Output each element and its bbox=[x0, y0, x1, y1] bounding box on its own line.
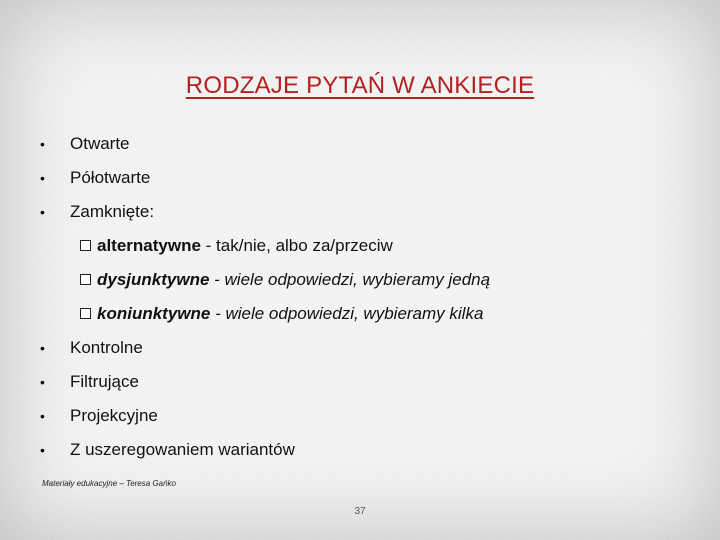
page-number: 37 bbox=[354, 506, 366, 517]
subitem-text bbox=[97, 268, 490, 292]
subitem-term: alternatywne bbox=[97, 236, 201, 255]
bullet-label: Filtrujące bbox=[70, 372, 139, 391]
bullet-label: Kontrolne bbox=[70, 338, 143, 357]
bullet-icon: • bbox=[40, 170, 45, 186]
bullet-label: Z uszeregowaniem wariantów bbox=[70, 440, 295, 459]
bullet-item-zamkniete bbox=[40, 200, 680, 234]
checkbox-square-icon bbox=[80, 274, 91, 285]
subitem-term: dysjunktywne bbox=[97, 270, 210, 289]
bullet-label: Zamknięte: bbox=[70, 202, 155, 221]
slide-content bbox=[40, 132, 680, 472]
subitem-koniunktywne bbox=[40, 302, 680, 336]
bullet-label: Projekcyjne bbox=[70, 406, 158, 425]
bullet-icon: • bbox=[40, 136, 45, 152]
bullet-icon: • bbox=[40, 442, 45, 458]
subitem-text bbox=[97, 234, 393, 258]
bullet-item-otwarte bbox=[40, 132, 680, 166]
bullet-item-filtrujace bbox=[40, 370, 680, 404]
bullet-item-polotwarte bbox=[40, 166, 680, 200]
subitem-text bbox=[97, 302, 483, 326]
bullet-icon: • bbox=[40, 204, 45, 220]
checkbox-square-icon bbox=[80, 308, 91, 319]
bullet-icon: • bbox=[40, 374, 45, 390]
subitem-alternatywne bbox=[40, 234, 680, 268]
bullet-label: Otwarte bbox=[70, 134, 130, 153]
slide-title: RODZAJE PYTAŃ W ANKIECIE bbox=[185, 72, 535, 99]
bullet-item-kontrolne bbox=[40, 336, 680, 370]
footer-credit: Materiały edukacyjne – Teresa Gańko bbox=[42, 479, 176, 488]
bullet-item-projekcyjne bbox=[40, 404, 680, 438]
bullet-icon: • bbox=[40, 340, 45, 356]
subitem-dysjunktywne bbox=[40, 268, 680, 302]
subitem-term: koniunktywne bbox=[97, 304, 211, 323]
bullet-icon: • bbox=[40, 408, 45, 424]
subitem-desc: - wiele odpowiedzi, wybieramy kilka bbox=[210, 304, 484, 323]
bullet-item-z-uszeregowaniem bbox=[40, 438, 680, 472]
subitem-desc: - tak/nie, albo za/przeciw bbox=[200, 236, 393, 255]
checkbox-square-icon bbox=[80, 240, 91, 251]
bullet-label: Półotwarte bbox=[70, 168, 151, 187]
subitem-desc: - wiele odpowiedzi, wybieramy jedną bbox=[209, 270, 491, 289]
